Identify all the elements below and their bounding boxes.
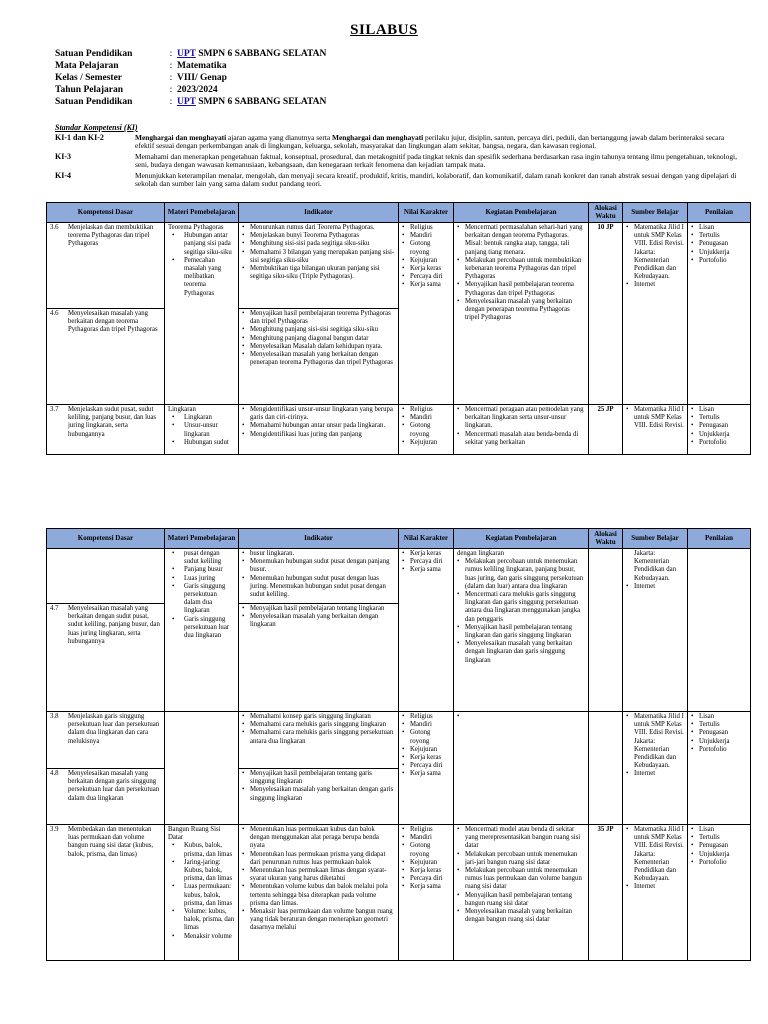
list-item: • Menaksir luas permukaan dan volume bangun ruang yang tidak beraturan dengan menerapkan geometri dasarnya melalui (242, 908, 395, 933)
list-item: • Religius (402, 224, 450, 232)
list-item: • Memahami 3 bilangan yang merupakan panjang sisi-sisi segitiga siku-siku (242, 249, 395, 265)
ki-section (55, 124, 745, 191)
identity-row (55, 60, 735, 72)
list-item: • Religius (402, 713, 450, 721)
list-item: • Hubungan sudut (168, 439, 235, 447)
indikator-cell (239, 825, 399, 961)
list-item: • Unjukkerja (691, 249, 747, 257)
ki-text: Menunjukkan keterampilan menalar, mengolah, dan menyaji secara kreatif, produktif, kritis, mandiri, kolaboratif, dan komunikatif, dalam ranah konkret dan ranah abstrak sesuai dengan yang dipelajari di sekolah dan sumber lain yang sama dalam sudut pandang teori. (135, 170, 737, 188)
list-item: • Menyajikan hasil pembelajaran tentang bangun ruang sisi datar (457, 892, 585, 908)
identity-label: Mata Pelajaran (55, 61, 119, 71)
list-item: • Menghitung panjang diagonal bangun datar (242, 335, 395, 343)
list-item: • Lisan (691, 713, 747, 721)
ki-code: KI-3 (55, 151, 71, 161)
header-materi: Materi Pemebelajaran (165, 203, 239, 223)
kd-cell: 4.7 Menyelesaikan masalah yang berkaitan dengan sudut pusat, sudut keliling, panjang busur, dan luas juring lingkaran, serta hubungannya (47, 604, 165, 712)
list-item: • Garis singgung persekutuan luar dua lingkaran (168, 616, 235, 641)
list-item: • Gotong royong (402, 729, 450, 745)
list-item: • Menjelaskan bunyi Teorema Pythagoras (242, 232, 395, 240)
list-item: • Menyelesaikan Masalah dalam kehidupan nyata. (242, 343, 395, 351)
indikator-cell (239, 549, 399, 604)
list-item: • Portofolio (691, 439, 747, 447)
list-item: • Religius (402, 406, 450, 414)
list-item: • Penugasan (691, 240, 747, 248)
list-item: • Menurunkan rumus dari Teorema Pythagoras. (242, 224, 395, 232)
identity-row (55, 72, 735, 84)
upt-link[interactable]: UPT (177, 49, 196, 59)
list-item: • Tertulis (691, 414, 747, 422)
list-item: • Hubungan antar panjang sisi pada segitiga siku-siku (168, 232, 235, 257)
ki-row (55, 134, 745, 151)
header-kegiatan: Kegiatan Pembelajaran (454, 203, 589, 223)
list-item: • Menemukan hubungan sudut pusat dengan panjang busur. (242, 558, 395, 574)
ki-code: KI-4 (55, 170, 71, 180)
list-item: • Lingkaran (168, 414, 235, 422)
materi-cell (165, 712, 239, 825)
indikator-cell (239, 309, 399, 405)
list-item: • Internet (626, 583, 684, 591)
ki-heading: Standar Kompetensi (KI) (55, 123, 138, 132)
list-item: • Luas permukaan: kubus, balok, prisma, dan limas (168, 883, 235, 908)
list-item: • Kerja keras (402, 550, 450, 558)
sumber-cell (623, 712, 688, 825)
upt-link[interactable]: UPT (177, 97, 196, 107)
identity-value: 2023/2024 (177, 85, 218, 95)
list-item: • Lisan (691, 406, 747, 414)
header-kd: Kompetensi Dasar (47, 203, 165, 223)
identity-value: UPT SMPN 6 SABBANG SELATAN (177, 49, 327, 59)
list-item: • Kerja keras (402, 754, 450, 762)
list-item: • Menyelesaikan masalah yang berkaitan dengan bangun ruang sisi datar (457, 908, 585, 924)
list-item: • Matematika Jilid I untuk SMP Kelas VIII. Edisi Revisi. Jakarta: Kementerian Pendidikan dan Kebudayaan. (626, 826, 684, 883)
list-item: • Memahami cara melukis garis singgung lingkaran (242, 721, 395, 729)
list-item: • pusat dengan sudut keliling (168, 550, 235, 566)
materi-cell (165, 549, 239, 712)
list-item: • Tertulis (691, 721, 747, 729)
ki-row (55, 172, 745, 189)
identity-colon: : (169, 73, 173, 83)
list-item: • Lisan (691, 826, 747, 834)
list-item: • Unjukkerja (691, 738, 747, 746)
header-penilaian: Penilaian (688, 203, 751, 223)
indikator-cell (239, 769, 399, 825)
list-item: • Portofolio (691, 257, 747, 265)
kd-cell: 3.8 Menjelaskan garis singgung persekutuan luar dan persekutuan dalam dua lingkaran dan cara melukisnya (47, 712, 165, 769)
header-indikator: Indikator (239, 203, 399, 223)
list-item: • Mencermati peragaan atau pemodelan yang berkaitan lingkaran serta unsur-unsur lingkaran. (457, 406, 585, 431)
kegiatan-cell (454, 712, 589, 825)
penilaian-cell (688, 223, 751, 405)
list-item: • Menaksir volume (168, 933, 235, 941)
list-item: • Religius (402, 826, 450, 834)
table-row (47, 405, 751, 455)
alokasi-cell: 35 JP (589, 825, 623, 961)
alokasi-cell (589, 712, 623, 825)
penilaian-cell (688, 712, 751, 825)
indikator-cell (239, 405, 399, 455)
list-item: • Menentukan luas permukaan kubus dan balok dengan menggunakan alat peraga berupa benda nyata (242, 826, 395, 851)
list-item: • Memahami cara melukis garis singgung persekutuan antara dua lingkaran (242, 729, 395, 745)
list-item: • Unjukkerja (691, 431, 747, 439)
list-item: • Penugasan (691, 842, 747, 850)
ki-row (55, 153, 745, 170)
kegiatan-cell (454, 223, 589, 405)
identity-label: Satuan Pendidikan (55, 49, 133, 59)
list-item: • Mandiri (402, 232, 450, 240)
list-item: • Jaring-jaring: Kubus, balok, prisma, dan limas (168, 859, 235, 884)
list-item: • Mengidentifikasi unsur-unsur lingkaran yang berupa garis dan ciri-cirinya. (242, 406, 395, 422)
list-item: • Internet (626, 883, 684, 891)
list-item: • Mencermati model atau benda di sekitar yang merepresentasikan bangun ruang sisi datar (457, 826, 585, 851)
list-item: • Mencermati cara melukis garis singgung lingkaran dan garis singgung persekutuan antara dua lingkaran menggunakan jangka dan penggaris (457, 591, 585, 624)
list-item: • Mencermati masalah atau benda-benda di sekitar yang berkaitan (457, 431, 585, 447)
kegiatan-cell: dengan lingkaran • Melakukan percobaan untuk menemukan rumus keliling lingkaran, panjang busur, luas juring, dan garis singgung persekutuan (dalam dan luar) antara dua lingkaran • Mencermati cara melukis garis singgung lingkaran dan garis singgung persekutuan antara dua lingkaran menggunakan jangka dan penggaris • Menyajikan hasil pembelajaran tentang lingkaran dan garis singgung lingkaran • Menyelesaikan masalah yang berkaitan dengan lingkaran dan garis singgung lingkaran (454, 549, 589, 712)
header-kegiatan: Kegiatan Pembelajaran (454, 529, 589, 549)
syllabus-table-2 (46, 528, 751, 961)
materi-cell: Bangun Ruang Sisi Datar • Kubus, balok, prisma, dan limas • Jaring-jaring: Kubus, balok, prisma, dan limas • Luas permukaan: kubus, balok, prisma, dan limas • Volume: kubus, balok, prisma, dan limas • Menaksir volume (165, 825, 239, 961)
list-item: • Kubus, balok, prisma, dan limas (168, 842, 235, 858)
list-item: • Portofolio (691, 746, 747, 754)
list-item: • Menyajikan hasil pembelajaran tentang lingkaran dan garis singgung lingkaran (457, 624, 585, 640)
sumber-cell (623, 223, 688, 405)
indikator-cell (239, 712, 399, 769)
list-item: • Menyajikan hasil pembelajaran tentang garis singgung lingkaran (242, 770, 395, 786)
list-item: • Internet (626, 770, 684, 778)
list-item: • Kerja keras (402, 867, 450, 875)
list-item: • Kejujuran (402, 746, 450, 754)
identity-colon: : (169, 85, 173, 95)
list-item: • Kejujuran (402, 439, 450, 447)
indikator-cell (239, 604, 399, 712)
kd-cell: 4.6 Menyelesaikan masalah yang berkaitan dengan teorema Pythagoras dan tripel Pythagoras (47, 309, 165, 405)
list-item: • Melakukan percobaan untuk menemukan jari-jari bangun ruang sisi datar (457, 851, 585, 867)
kegiatan-cell (454, 825, 589, 961)
list-item: • Menentukan volume kubus dan balok melalui pola tertentu sehingga bisa diterapkan pada volume prisma dan limas. (242, 883, 395, 908)
list-item: • Mandiri (402, 721, 450, 729)
header-nilai: Nilai Karakter (399, 529, 454, 549)
list-item: • Percaya diri (402, 762, 450, 770)
list-item: • Kerja sama (402, 770, 450, 778)
ki-code: KI-1 dan KI-2 (55, 132, 104, 142)
list-item: • Matematika Jilid I untuk SMP Kelas VIII. Edisi Revisi. (626, 406, 684, 431)
identity-colon: : (169, 61, 173, 71)
kd-cell: 3.6 Menjelaskan dan membuktikan teorema Pythagoras dan tripel Pythagoras (47, 223, 165, 309)
table-row (47, 825, 751, 961)
list-item: • Volume: kubus, balok, prisma, dan limas (168, 908, 235, 933)
kd-cell: 3.9 Membedakan dan menentukan luas permukaan dan volume bangun ruang sisi datar (kubus, balok, prisma, dan limas) (47, 825, 165, 961)
nilai-cell (399, 223, 454, 405)
list-item: • Menghitung sisi-sisi pada segitiga siku-siku (242, 240, 395, 248)
nilai-cell (399, 712, 454, 825)
list-item: • Gotong royong (402, 422, 450, 438)
list-item: • Menyajikan hasil pembelajaran tentang lingkaran (242, 605, 395, 613)
list-item: • Penugasan (691, 422, 747, 430)
identity-row (55, 48, 735, 60)
alokasi-cell (589, 549, 623, 712)
ki-text: Memahami dan menerapkan pengetahuan faktual, konseptual, prosedural, dan metakognitif pada tingkat teknis dan spesifik sederhana berdasarkan rasa ingin tahunya tentang ilmu pengetahuan, teknologi, seni, budaya dengan wawasan kemanusiaan, kebangsaan, dan kenegaraan terkait fenomena dan kejadian tampak mata. (135, 151, 737, 169)
identity-value: VIII/ Genap (177, 73, 227, 83)
list-item: • Kerja sama (402, 883, 450, 891)
list-item: • Kerja sama (402, 566, 450, 574)
list-item: • Unjukkerja (691, 851, 747, 859)
sumber-cell (623, 405, 688, 455)
identity-value: UPT SMPN 6 SABBANG SELATAN (177, 97, 327, 107)
list-item: • Kerja keras (402, 265, 450, 273)
list-item: • Kejujuran (402, 257, 450, 265)
identity-colon: : (169, 49, 173, 59)
list-item: • Menentukan luas permukaan limas dengan syarat-syarat ukuran yang harus diketahui (242, 867, 395, 883)
table-header-row (47, 529, 751, 549)
list-item: • Mengidentifikasi luas juring dan panjang (242, 431, 395, 439)
header-sumber: Sumber Belajar (623, 203, 688, 223)
table-row (47, 712, 751, 769)
indikator-cell (239, 223, 399, 309)
list-item: • Mandiri (402, 834, 450, 842)
list-item: • Percaya diri (402, 273, 450, 281)
table-row (47, 549, 751, 604)
syllabus-table-1 (46, 202, 751, 455)
kd-cell: 4.8 Menyelesaikan masalah yang berkaitan dengan garis singgung persekutuan luar dan persekutuan dalam dua lingkaran (47, 769, 165, 825)
list-item: • busur lingkaran. (242, 550, 395, 558)
header-penilaian: Penilaian (688, 529, 751, 549)
alokasi-cell: 25 JP (589, 405, 623, 455)
list-item: • Menentukan luas permukaan prisma yang didapat dari penurunan rumus luas permukaan balok (242, 851, 395, 867)
table-header-row (47, 203, 751, 223)
list-item: • Memahami hubungan antar unsur pada lingkaran. (242, 422, 395, 430)
header-indikator: Indikator (239, 529, 399, 549)
header-sumber: Sumber Belajar (623, 529, 688, 549)
list-item: • Garis singgung persekutuan dalam dua lingkaran (168, 583, 235, 616)
list-item: • Menyelesaikan masalah yang berkaitan dengan penerapan teorema Pythagoras dan tripel Pythagoras (242, 351, 395, 367)
list-item: • Unsur-unsur lingkaran (168, 422, 235, 438)
list-item: • Tertulis (691, 834, 747, 842)
kd-cell: 3.7 Menjelaskan sudut pusat, sudut keliling, panjang busur, dan luas juring lingkaran, serta hubungannya (47, 405, 165, 455)
header-kd: Kompetensi Dasar (47, 529, 165, 549)
identity-row (55, 84, 735, 96)
alokasi-cell: 10 JP (589, 223, 623, 405)
list-item: • Melakukan percobaan untuk menemukan rumus luas permukaan dan volume bangun ruang sisi datar (457, 867, 585, 892)
nilai-cell (399, 405, 454, 455)
identity-value: Matematika (177, 61, 227, 71)
penilaian-cell (688, 405, 751, 455)
list-item: • Membuktikan tiga bilangan ukuran panjang sisi segitiga siku-siku (Triple Pythagoras). (242, 265, 395, 281)
kegiatan-cell (454, 405, 589, 455)
sumber-cell: Jakarta: Kementerian Pendidikan dan Kebudayaan. • Internet (623, 549, 688, 712)
penilaian-cell (688, 825, 751, 961)
kd-cell (47, 549, 165, 604)
list-item: • Kejujuran (402, 859, 450, 867)
list-item: • Menyelesaikan masalah yang berkaitan dengan lingkaran dan garis singgung lingkaran (457, 640, 585, 665)
list-item: • Gotong royong (402, 240, 450, 256)
identity-label: Kelas / Semester (55, 73, 123, 83)
list-item: • Tertulis (691, 232, 747, 240)
list-item: • Mencermati permasalahan sehari-hari yang berkaitan dengan teorema Pythagoras. Misal: bentuk rangka atap, tangga, tali panjang tiang menara. (457, 224, 585, 257)
list-item: • Gotong royong (402, 842, 450, 858)
list-item: • Internet (626, 281, 684, 289)
identity-label: Satuan Pendidikan (55, 97, 133, 107)
materi-cell: Teorema Pythagoras • Hubungan antar panjang sisi pada segitiga siku-siku • Pemecahan masalah yang melibatkan teorema Pythagoras (165, 223, 239, 405)
identity-label: Tahun Pelajaran (55, 85, 124, 95)
list-item: • Portofolio (691, 859, 747, 867)
list-item: • Menyelesaikan masalah yang berkaitan dengan lingkaran (242, 613, 395, 629)
list-item: • Panjang busur (168, 566, 235, 574)
header-alokasi: Alokasi Waktu (589, 203, 623, 223)
list-item: • Matematika Jilid I untuk SMP Kelas VIII. Edisi Revisi. Jakarta: Kementerian Pendidikan dan Kebudayaan. (626, 224, 684, 281)
list-item: • Melakukan percobaan untuk membuktikan kebenaran teorema Pythagoras dan tripel Pythagoras (457, 257, 585, 282)
list-item: • Menyelesaikan masalah yang berkaitan dengan garis singgung lingkaran (242, 786, 395, 802)
list-item: • Menemukan hubungan sudut pusat dengan luas juring. Menemukan hubungan sudut pusat dengan sudut keliling. (242, 575, 395, 600)
list-item: • Kerja sama (402, 281, 450, 289)
list-item: • Menghitung panjang sisi-sisi segitiga siku-siku (242, 326, 395, 334)
list-item: • Percaya diri (402, 558, 450, 566)
header-nilai: Nilai Karakter (399, 203, 454, 223)
list-item: • Lisan (691, 224, 747, 232)
list-item: • Menyelesaikan masalah yang berkaitan dengan penerapan teorema Pythagoras tripel Pythagoras (457, 298, 585, 323)
nilai-cell (399, 549, 454, 712)
list-item: • Pemecahan masalah yang melibatkan teorema Pythagoras (168, 257, 235, 298)
list-item: • Matematika Jilid I untuk SMP Kelas VIII. Edisi Revisi. Jakarta: Kementerian Pendidikan dan Kebudayaan. (626, 713, 684, 770)
sumber-cell (623, 825, 688, 961)
list-item: • Menyajikan hasil pembelajaran teorema Pythagoras dan tripel Pythagoras (457, 281, 585, 297)
list-item: • Melakukan percobaan untuk menemukan rumus keliling lingkaran, panjang busur, luas juring, dan garis singgung persekutuan (dalam dan luar) antara dua lingkaran (457, 558, 585, 591)
table-row (47, 223, 751, 309)
list-item: • Percaya diri (402, 875, 450, 883)
identity-block (55, 48, 735, 108)
list-item: • Menyajikan hasil pembelajaran teorema Pythagoras dan tripel Pythagoras (242, 310, 395, 326)
list-item: • Mandiri (402, 414, 450, 422)
materi-cell: Lingkaran • Lingkaran • Unsur-unsur lingkaran • Hubungan sudut (165, 405, 239, 455)
ki-text: Menghargai dan menghayati ajaran agama yang dianutnya serta Menghargai dan menghayati perilaku jujur, disiplin, santun, percaya diri, peduli, dan bertanggung jawab dalam berinteraksi secara efektif sesuai dengan perkembangan anak di lingkungan, keluarga, sekolah, masyarakat dan lingkungan alam sekitar, bangsa, negara, dan kawasan regional. (135, 132, 725, 150)
list-item: • Luas juring (168, 575, 235, 583)
header-materi: Materi Pemebelajaran (165, 529, 239, 549)
identity-colon: : (169, 97, 173, 107)
list-item: • Penugasan (691, 729, 747, 737)
nilai-cell (399, 825, 454, 961)
document-title: SILABUS (350, 22, 418, 38)
header-alokasi: Alokasi Waktu (589, 529, 623, 549)
identity-row (55, 96, 735, 108)
penilaian-cell (688, 549, 751, 712)
list-item: • Memahami konsep garis singgung lingkaran (242, 713, 395, 721)
